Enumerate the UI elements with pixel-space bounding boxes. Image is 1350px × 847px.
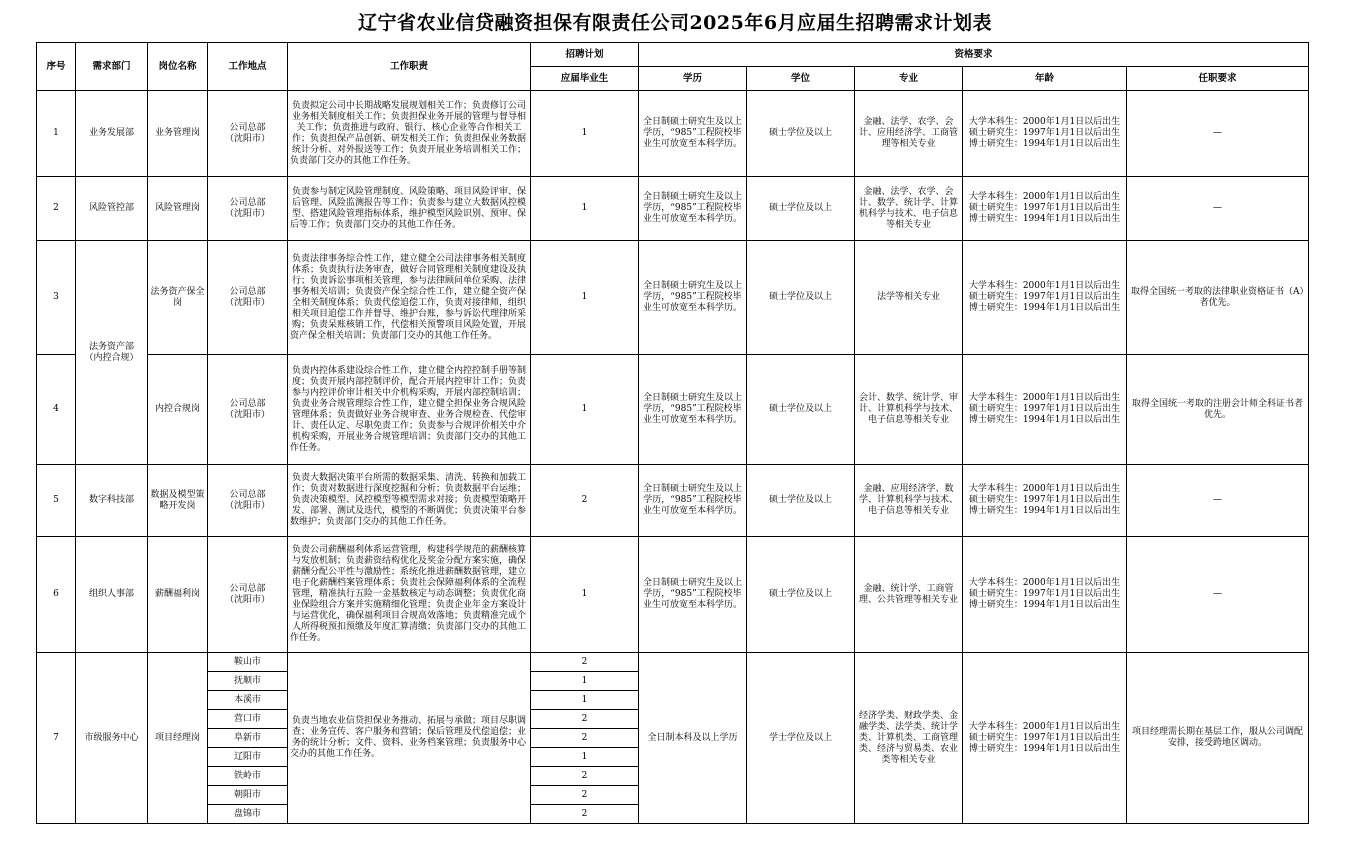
req-cell: — (1127, 91, 1309, 177)
header-degree: 学位 (747, 67, 855, 91)
seq-cell: 2 (37, 177, 76, 241)
city-cell: 营口市 (208, 710, 288, 729)
edu-cell: 全日制硕士研究生及以上学历，“985”工程院校毕业生可放宽至本科学历。 (639, 177, 747, 241)
duty-cell: 负责公司薪酬福利体系运营管理，构建科学规范的薪酬核算与发放机制；负责薪资结构优化及奖金分配方案实施，确保薪酬分配公平性与激励性；系统化推进薪酬数据管理，建立电子化薪酬档案管理体系；负责社会保障福利体系的全流程管理，精准执行五险一金基数核定与动态调整；负责优化商业保险组合方案并实施精细化管理；负责企业年金方案设计与运营优化，确保福利项目合规高效落地；负责精准完成个人所得税预扣预缴及年度汇算清缴；负责部门交办的其他工作任务。 (288, 537, 531, 653)
req-cell: — (1127, 465, 1309, 537)
req-cell: 项目经理需长期在基层工作，服从公司调配安排，接受跨地区调动。 (1127, 653, 1309, 824)
age-cell: 大学本科生：2000年1月1日以后出生 硕士研究生：1997年1月1日以后出生 博士研究生：1994年1月1日以后出生 (963, 241, 1127, 355)
table-row (37, 177, 1309, 241)
dept-cell: 风险管控部 (76, 177, 148, 241)
req-cell: 取得全国统一考取的注册会计师全科证书者优先。 (1127, 355, 1309, 465)
seq-cell: 6 (37, 537, 76, 653)
location-cell: 公司总部 （沈阳市） (208, 465, 288, 537)
table-row (37, 241, 1309, 355)
header-edu: 学历 (639, 67, 747, 91)
table-row (37, 537, 1309, 653)
location-cell: 公司总部 （沈阳市） (208, 177, 288, 241)
seq-cell: 1 (37, 91, 76, 177)
major-cell: 金融、法学、农学、会计、数学、统计学、计算机科学与技术、电子信息等相关专业 (855, 177, 963, 241)
major-cell: 经济学类、财政学类、金融学类、法学类、统计学类、计算机类、工商管理类、经济与贸易类、农业类等相关专业 (855, 653, 963, 824)
header-seq: 序号 (37, 43, 76, 91)
city-cell: 朝阳市 (208, 786, 288, 805)
seq-cell: 3 (37, 241, 76, 355)
plan-cell: 1 (531, 672, 639, 691)
post-cell: 数据及模型策略开发岗 (148, 465, 208, 537)
degree-cell: 硕士学位及以上 (747, 465, 855, 537)
age-cell: 大学本科生：2000年1月1日以后出生 硕士研究生：1997年1月1日以后出生 博士研究生：1994年1月1日以后出生 (963, 355, 1127, 465)
city-cell: 鞍山市 (208, 653, 288, 672)
plan-cell: 1 (531, 537, 639, 653)
seq-cell: 7 (37, 653, 76, 824)
dept-cell: 业务发展部 (76, 91, 148, 177)
plan-cell: 2 (531, 805, 639, 824)
plan-cell: 2 (531, 767, 639, 786)
location-cell: 公司总部 （沈阳市） (208, 241, 288, 355)
edu-cell: 全日制硕士研究生及以上学历，“985”工程院校毕业生可放宽至本科学历。 (639, 241, 747, 355)
plan-cell: 1 (531, 241, 639, 355)
header-row-1 (37, 43, 1309, 67)
edu-cell: 全日制本科及以上学历 (639, 653, 747, 824)
city-cell: 铁岭市 (208, 767, 288, 786)
plan-cell: 1 (531, 748, 639, 767)
dept-cell: 组织人事部 (76, 537, 148, 653)
post-cell: 业务管理岗 (148, 91, 208, 177)
edu-cell: 全日制硕士研究生及以上学历，“985”工程院校毕业生可放宽至本科学历。 (639, 465, 747, 537)
header-plan: 招聘计划 (531, 43, 639, 67)
location-cell: 公司总部 （沈阳市） (208, 537, 288, 653)
seq-cell: 4 (37, 355, 76, 465)
req-cell: — (1127, 537, 1309, 653)
table-row (37, 91, 1309, 177)
recruitment-table (36, 42, 1309, 824)
degree-cell: 学士学位及以上 (747, 653, 855, 824)
city-cell: 盘锦市 (208, 805, 288, 824)
plan-cell: 2 (531, 653, 639, 672)
duty-cell: 负责拟定公司中长期战略发展规划相关工作；负责修订公司业务相关制度相关工作；负责担保业务开展的管理与督导相关工作；负责推进与政府、银行、核心企业等合作相关工作；负责担保产品创新、研发相关工作；负责担保业务数据统计分析、对外报送等工作；负责开展业务培训相关工作；负责部门交办的其他工作任务。 (288, 91, 531, 177)
duty-cell: 负责参与制定风险管理制度、风险策略、项目风险评审、保后管理、风险监测报告等工作；负责参与建立大数据风控模型、搭建风险管理指标体系，维护模型风险识别、预审、保后等工作；负责部门交办的其他工作任务。 (288, 177, 531, 241)
header-qual: 资格要求 (639, 43, 1309, 67)
plan-cell: 2 (531, 729, 639, 748)
age-cell: 大学本科生：2000年1月1日以后出生 硕士研究生：1997年1月1日以后出生 博士研究生：1994年1月1日以后出生 (963, 91, 1127, 177)
post-cell: 项目经理岗 (148, 653, 208, 824)
degree-cell: 硕士学位及以上 (747, 177, 855, 241)
table-row (37, 465, 1309, 537)
city-cell: 辽阳市 (208, 748, 288, 767)
plan-cell: 2 (531, 786, 639, 805)
location-cell: 公司总部 （沈阳市） (208, 355, 288, 465)
major-cell: 会计、数学、统计学、审计、计算机科学与技术、电子信息等相关专业 (855, 355, 963, 465)
dept-cell: 数字科技部 (76, 465, 148, 537)
city-cell: 阜新市 (208, 729, 288, 748)
major-cell: 法学等相关专业 (855, 241, 963, 355)
age-cell: 大学本科生：2000年1月1日以后出生 硕士研究生：1997年1月1日以后出生 博士研究生：1994年1月1日以后出生 (963, 537, 1127, 653)
dept-cell: 法务资产部 （内控合规） (76, 241, 148, 465)
table-row (37, 355, 1309, 465)
plan-cell: 2 (531, 710, 639, 729)
edu-cell: 全日制硕士研究生及以上学历，“985”工程院校毕业生可放宽至本科学历。 (639, 537, 747, 653)
req-cell: — (1127, 177, 1309, 241)
header-major: 专业 (855, 67, 963, 91)
plan-cell: 1 (531, 177, 639, 241)
header-age: 年龄 (963, 67, 1127, 91)
dept-cell: 市级服务中心 (76, 653, 148, 824)
city-cell: 本溪市 (208, 691, 288, 710)
header-dept: 需求部门 (76, 43, 148, 91)
age-cell: 大学本科生：2000年1月1日以后出生 硕士研究生：1997年1月1日以后出生 博士研究生：1994年1月1日以后出生 (963, 465, 1127, 537)
plan-cell: 1 (531, 691, 639, 710)
major-cell: 金融、应用经济学、数学、计算机科学与技术、电子信息等相关专业 (855, 465, 963, 537)
edu-cell: 全日制硕士研究生及以上学历，“985”工程院校毕业生可放宽至本科学历。 (639, 91, 747, 177)
post-cell: 风险管理岗 (148, 177, 208, 241)
seq-cell: 5 (37, 465, 76, 537)
city-cell: 抚顺市 (208, 672, 288, 691)
header-req: 任职要求 (1127, 67, 1309, 91)
degree-cell: 硕士学位及以上 (747, 241, 855, 355)
page-title: 辽宁省农业信贷融资担保有限责任公司2025年6月应届生招聘需求计划表 (357, 12, 993, 34)
plan-cell: 1 (531, 91, 639, 177)
header-duty: 工作职责 (288, 43, 531, 91)
header-plan-sub: 应届毕业生 (531, 67, 639, 91)
age-cell: 大学本科生：2000年1月1日以后出生 硕士研究生：1997年1月1日以后出生 博士研究生：1994年1月1日以后出生 (963, 653, 1127, 824)
table-row (37, 653, 1309, 672)
post-cell: 法务资产保全岗 (148, 241, 208, 355)
plan-cell: 1 (531, 355, 639, 465)
duty-cell: 负责法律事务综合性工作，建立健全公司法律事务相关制度体系；负责执行法务审查，做好合同管理相关制度建设及执行；负责诉讼事项相关管理，参与法律顾问单位采购、法律事务相关培训；负责资产保全综合性工作，建立健全资产保全相关制度体系；负责代偿追偿工作，负责对接律师，组织相关项目追偿工作并督导、维护台账，参与诉讼代理律所采购；负责呆账核销工作，代偿相关预警项目风险处置，开展资产保全相关培训；负责部门交办的其他工作任务。 (288, 241, 531, 355)
post-cell: 薪酬福利岗 (148, 537, 208, 653)
location-cell: 公司总部 （沈阳市） (208, 91, 288, 177)
major-cell: 金融、统计学、工商管理、公共管理等相关专业 (855, 537, 963, 653)
degree-cell: 硕士学位及以上 (747, 91, 855, 177)
duty-cell: 负责内控体系建设综合性工作，建立健全内控控制手册等制度；负责开展内部控制评价，配合开展内控审计工作；负责参与内控评价审计相关中介机构采购，开展内部控制培训；负责业务合规管理综合性工作，建立健全担保业务合规风险管理体系；负责做好业务合规审查、业务合规检查、代偿审计、责任认定、尽职免责工作；负责参与合规评价相关中介机构采购，开展业务合规管理培训；负责部门交办的其他工作任务。 (288, 355, 531, 465)
header-location: 工作地点 (208, 43, 288, 91)
age-cell: 大学本科生：2000年1月1日以后出生 硕士研究生：1997年1月1日以后出生 博士研究生：1994年1月1日以后出生 (963, 177, 1127, 241)
plan-cell: 2 (531, 465, 639, 537)
req-cell: 取得全国统一考取的法律职业资格证书（A）者优先。 (1127, 241, 1309, 355)
edu-cell: 全日制硕士研究生及以上学历，“985”工程院校毕业生可放宽至本科学历。 (639, 355, 747, 465)
duty-cell: 负责大数据决策平台所需的数据采集、清洗、转换和加载工作；负责对数据进行深度挖掘和分析；负责数据平台运维；负责决策模型、风控模型等模型需求对接；负责模型策略开发、部署、测试及迭代，模型的不断调优；负责决策平台参数维护；负责部门交办的其他工作任务。 (288, 465, 531, 537)
degree-cell: 硕士学位及以上 (747, 537, 855, 653)
duty-cell: 负责当地农业信贷担保业务推动、拓展与承做；项目尽职调查；业务宣传、客户服务和营销；保后管理及代偿追偿；业务的统计分析；文件、资料、业务档案管理；负责服务中心交办的其他工作任务。 (288, 653, 531, 824)
header-post: 岗位名称 (148, 43, 208, 91)
major-cell: 金融、法学、农学、会计、应用经济学、工商管理等相关专业 (855, 91, 963, 177)
post-cell: 内控合规岗 (148, 355, 208, 465)
degree-cell: 硕士学位及以上 (747, 355, 855, 465)
